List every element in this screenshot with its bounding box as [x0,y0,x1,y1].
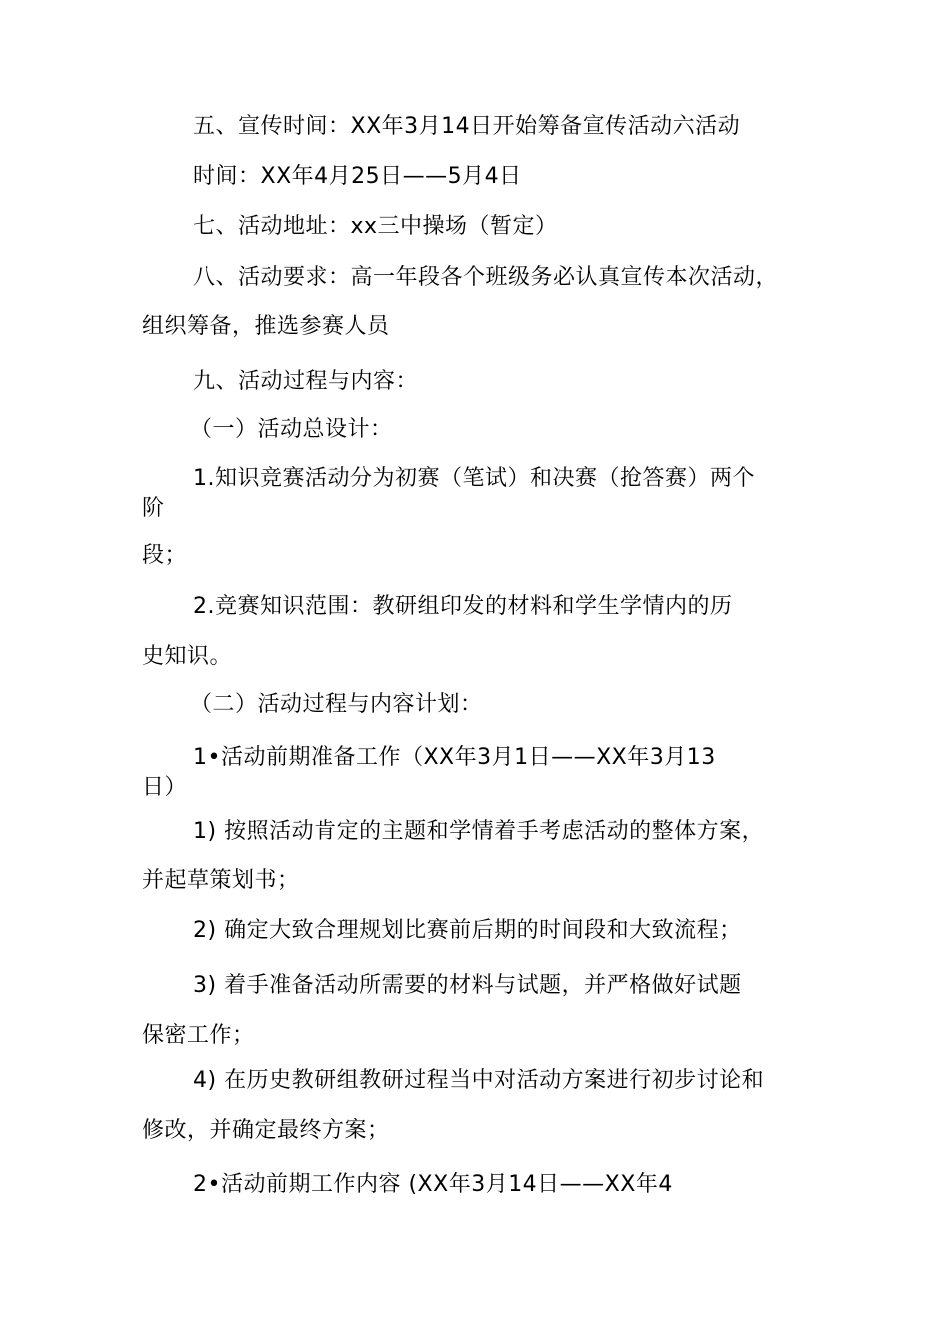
process-content-heading: 九、活动过程与内容： [193,369,419,394]
step-4-line: 4) 在历史教研组教研过程当中对活动方案进行初步讨论和 [193,1068,765,1093]
activity-time-line: 时间：XX年4月25日——5月4日 [193,164,522,189]
step-3-continued: 保密工作； [142,1023,255,1048]
step-1-line: 1) 按照活动肯定的主题和学情着手考虑活动的整体方案， [193,819,765,844]
activity-requirement-continued: 组织筹备，推选参赛人员 [142,314,390,339]
step-2-line: 2) 确定大致合理规划比赛前后期的时间段和大致流程； [193,918,742,943]
activity-requirement-line: 八、活动要求：高一年段各个班级务必认真宣传本次活动， [193,265,779,290]
item-2-knowledge-scope: 2.竞赛知识范围：教研组印发的材料和学生学情内的历 [193,594,733,619]
early-work-heading: 2•活动前期工作内容 (XX年3月14日——XX年4 [193,1172,673,1197]
step-4-continued: 修改，并确定最终方案； [142,1118,390,1143]
process-plan-heading: （二）活动过程与内容计划： [190,692,483,717]
publicity-time-line: 五、宣传时间：XX年3月14日开始筹备宣传活动六活动 [193,114,741,139]
preparation-phase-continued: 日） [142,775,188,800]
item-1-continued-a: 阶 [142,496,165,521]
overall-design-heading: （一）活动总设计： [190,417,393,442]
item-1-continued-b: 段； [142,543,188,568]
item-2-continued: 史知识。 [142,644,233,669]
step-3-line: 3) 着手准备活动所需要的材料与试题，并严格做好试题 [193,973,742,998]
preparation-phase-heading: 1•活动前期准备工作（XX年3月1日——XX年3月13 [193,745,716,770]
item-1-knowledge-contest: 1.知识竞赛活动分为初赛（笔试）和决赛（抢答赛）两个 [193,466,755,491]
activity-location-line: 七、活动地址：xx三中操场（暂定） [193,214,558,239]
step-1-continued: 并起草策划书； [142,868,300,893]
